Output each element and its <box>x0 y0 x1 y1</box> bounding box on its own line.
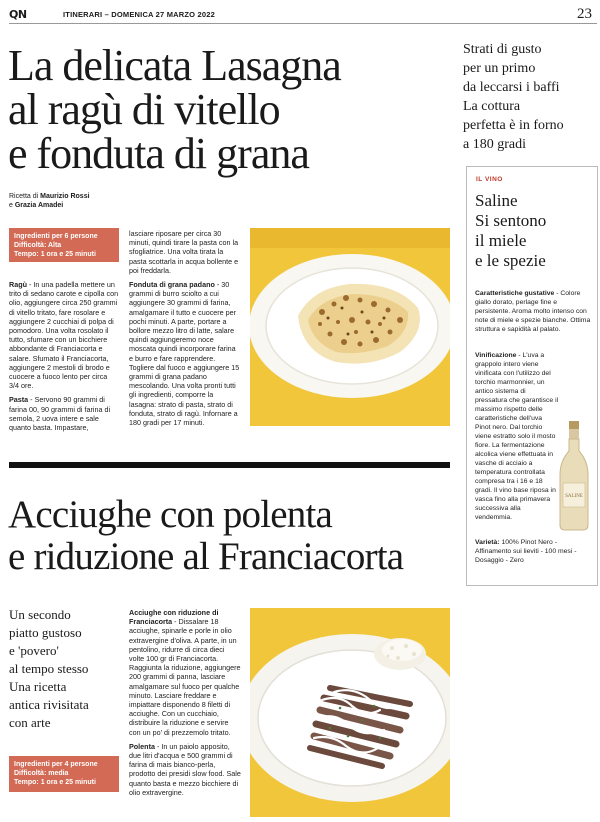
wine-title-line: Si sentono <box>475 211 547 230</box>
paragraph-heading: Acciughe con riduzione di Franciacorta <box>129 608 219 627</box>
wine-taste-paragraph <box>475 289 593 334</box>
article1-title-line: al ragù di vitello <box>8 85 280 134</box>
paragraph-text: - 30 grammi di burro sciolto a cui aggiungere 30 grammi di farina, amalgamare il tutto e cuocere per pochi minuti. A parte, portare a bollore mezzo litro di latte, salare quindi aggiungeremo noce moscata quindi incorporare farina e burro e fare rapprendere. Togliere dal fuoco e aggiungere 15 grammi di grana padano mescolando. Una volta pronti tutti gli ingredienti, comporre la lasagna: strato di pasta, strato di fonduta, strato di ragù. Infornare a 180 gradi per 17 minuti. <box>129 280 240 428</box>
lasagna-photo <box>250 228 450 426</box>
tagline-line: Un secondo <box>9 607 71 622</box>
recipe-paragraph <box>9 395 119 432</box>
paragraph-text: - In una padella mettere un trito di sedano carote e cipolla con olio, aggiungere circa 250 grammi di vitello tritato, fare rosolare e aggiungere 2 cucchiai di polpa di pomodoro. Una volta rosolato il tutto, sfumare con un bicchiere abbondante di Franciacorta e salare. Sfumato il Franciacorta, aggiungere 2 mestoli di brodo e cuocere a fuoco lento per circa 3/4 ore. <box>9 280 119 391</box>
byline-and: e <box>9 202 13 209</box>
recipe-paragraph <box>129 280 241 427</box>
info-time: Tempo: 1 ora e 25 minuti <box>14 251 96 258</box>
paragraph-text: 100% Pinot Nero - Affinamento sui lieviti - 100 mesi - Dosaggio - Zero <box>475 539 577 564</box>
recipe-paragraph <box>129 229 241 275</box>
wine-bottle-image <box>557 421 591 531</box>
article2-column <box>129 608 241 802</box>
section-header: ITINERARI – DOMENICA 27 MARZO 2022 <box>63 10 215 19</box>
article2-tagline <box>9 606 121 732</box>
tagline-line: a 180 gradi <box>463 137 526 152</box>
paragraph-heading: Ragù <box>9 280 27 289</box>
byline-author: Maurizio Rossi <box>40 193 90 200</box>
tagline-line: e 'povero' <box>9 643 59 658</box>
tagline-line: al tempo stesso <box>9 661 89 676</box>
info-difficulty: Difficoltà: media <box>14 770 69 777</box>
wine-sidebar <box>466 166 598 586</box>
wine-vinification-paragraph <box>475 351 559 522</box>
tagline-line: antica rivisitata <box>9 697 89 712</box>
wine-title-line: il miele <box>475 231 527 250</box>
paragraph-text: - Servono 90 grammi di farina 00, 90 grammi di farina di semola, 2 uova intere e sale quanto basta. Impastare, <box>9 395 111 433</box>
recipe-info-box <box>9 756 119 792</box>
paragraph-heading: Varietà: <box>475 539 500 546</box>
article1-title-line: e fonduta di grana <box>8 129 309 178</box>
article2-title-line: e riduzione al Franciacorta <box>8 535 404 578</box>
section-divider <box>9 462 450 468</box>
info-servings: Ingredienti per 4 persone <box>14 761 98 768</box>
wine-title <box>475 191 593 271</box>
wine-section-label: IL VINO <box>476 176 503 183</box>
article1-column-2 <box>129 229 241 432</box>
paragraph-text: - Colore giallo dorato, perlage fine e persistente. Aroma molto intenso con note di miele e spezie bianche. Ottima struttura e sapidità al palato. <box>475 290 591 333</box>
article2-title-line: Acciughe con polenta <box>8 493 333 536</box>
wine-title-line: Saline <box>475 191 518 210</box>
info-difficulty: Difficoltà: Alta <box>14 242 62 249</box>
recipe-paragraph <box>9 280 119 390</box>
lasagna-plate-illustration <box>250 228 450 426</box>
newspaper-logo: QN <box>9 8 27 21</box>
byline <box>9 192 109 210</box>
info-servings: Ingredienti per 6 persone <box>14 233 98 240</box>
paragraph-text: lasciare riposare per circa 30 minuti, quindi tirare la pasta con la sfogliatrice. Una volta tirata la pasta scottarla in acqua bollente e poi freddarla. <box>129 229 239 275</box>
tagline-line: piatto gustoso <box>9 625 82 640</box>
anchovies-plate-illustration <box>250 608 450 817</box>
tagline-line: Una ricetta <box>9 679 67 694</box>
header-divider <box>9 23 597 24</box>
recipe-info-box <box>9 228 119 262</box>
wine-bottle-illustration <box>557 421 591 531</box>
tagline-line: da leccarsi i baffi <box>463 80 560 95</box>
tagline-line: Strati di gusto <box>463 42 542 57</box>
paragraph-heading: Fonduta di grana padano <box>129 280 215 290</box>
wine-title-line: e le spezie <box>475 251 546 270</box>
article1-title-line: La delicata Lasagna <box>8 41 341 90</box>
article1-tagline <box>463 40 593 154</box>
recipe-paragraph <box>129 742 241 797</box>
paragraph-heading: Polenta <box>129 741 155 751</box>
byline-author: Grazia Amadei <box>14 202 64 209</box>
paragraph-text: - L'uva a grappolo intero viene vinificata con l'utilizzo del torchio marmonnier, un antico sistema di pressatura che garantisce il massimo rispetto delle caratteristiche dell'uva Pinot nero. Dal torchio viene estratto solo il mosto fiore. La fermentazione alcolica viene effettuata in vasche di acciaio a temperatura controllata compresa tra i 16 e 18 gradi. Il vino base riposa in vasca fino alla primavera successiva alla vendemmia. <box>475 352 559 521</box>
tagline-line: La cottura <box>463 99 521 114</box>
tagline-line: per un primo <box>463 61 536 76</box>
tagline-line: perfetta è in forno <box>463 118 564 133</box>
paragraph-heading: Vinificazione <box>475 352 517 359</box>
article1-column-1 <box>9 280 119 437</box>
byline-prefix: Ricetta di <box>9 193 39 200</box>
info-time: Tempo: 1 ora e 25 minuti <box>14 779 96 786</box>
anchovies-photo <box>250 608 450 817</box>
paragraph-heading: Caratteristiche gustative <box>475 290 555 297</box>
paragraph-text: - In un paiolo apposito, due litri d'acqua e 500 grammi di farina di mais bianco-perla, prodotto dei presidi slow food. Sale quanto basta e mezzo bicchiere di olio extravergine. <box>129 741 241 797</box>
page-number: 23 <box>577 6 592 22</box>
paragraph-heading: Pasta <box>9 395 29 405</box>
bottle-label-text: SALINE <box>565 494 583 499</box>
article1-title <box>8 41 453 178</box>
article2-title <box>8 494 458 578</box>
wine-variety-paragraph <box>475 538 593 565</box>
paragraph-text: - Dissalare 18 acciughe, spinarle e porle in olio extravergine d'oliva. A parte, in un pentolino, ridurre di circa dieci volte 100 gr di Franciacorta. Raggiunta la riduzione, aggiungere 200 grammi di panna, lasciare amalgamare sul fuoco per qualche minuto. Lasciare freddare e impiattare disponendo 8 filetti di acciughe. Con un cucchiaio, distribuire la riduzione e servire con un po' di prezzemolo tritato. <box>129 617 241 737</box>
recipe-paragraph <box>129 608 241 737</box>
tagline-line: con arte <box>9 715 51 730</box>
